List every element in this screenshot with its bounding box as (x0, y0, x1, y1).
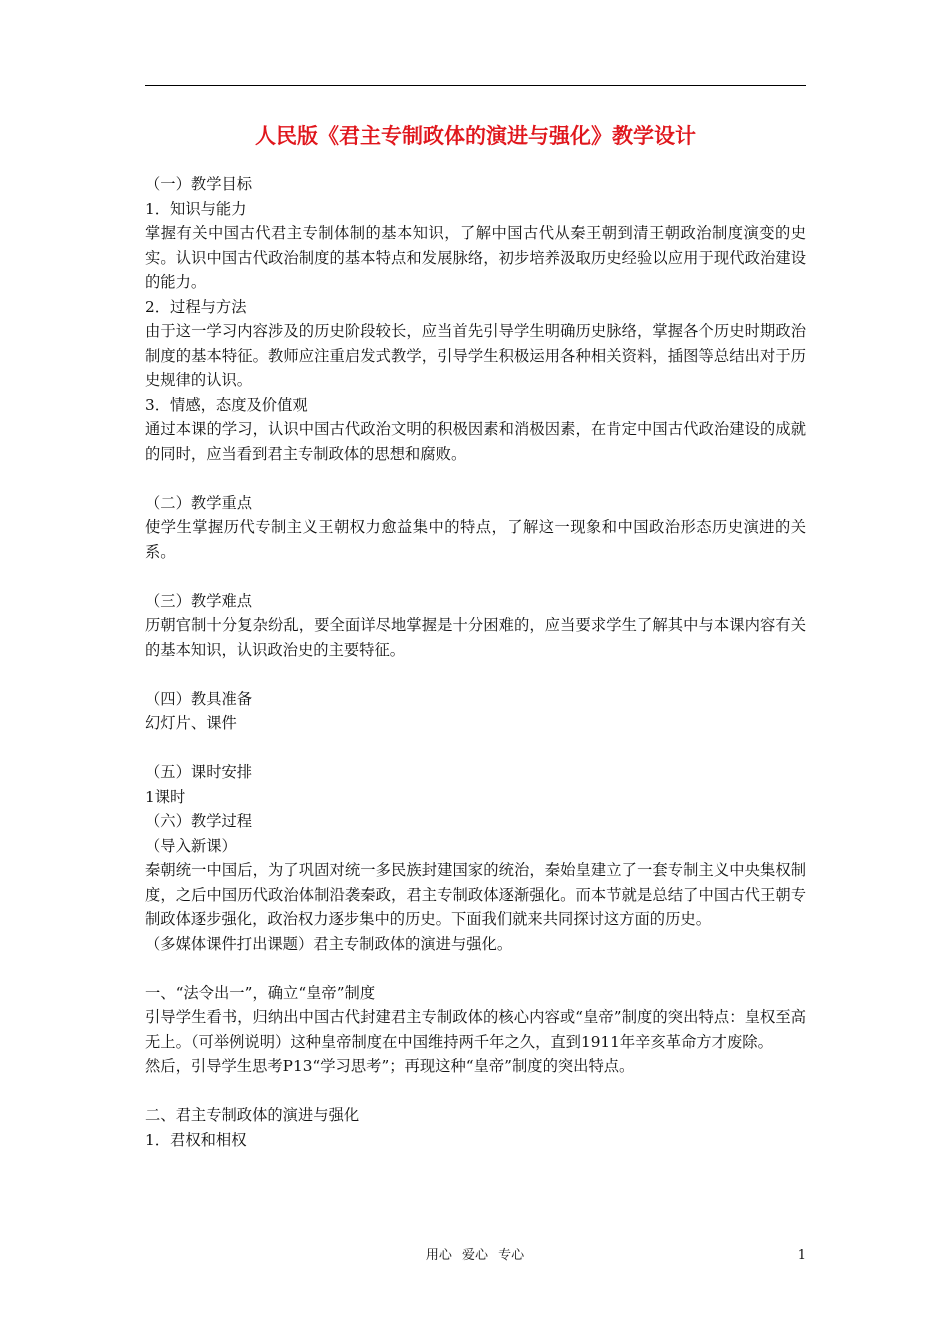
part-heading-evolution: 二、君主专制政体的演进与强化 (145, 1106, 360, 1124)
footer-slogan: 用心 爱心 专心 (425, 1248, 525, 1263)
subheading-knowledge: 1．知识与能力 (145, 199, 247, 218)
subheading-process: 2．过程与方法 (145, 297, 247, 316)
paragraph-materials: 幻灯片、课件 (145, 714, 237, 732)
paragraph-emperor-system-followup: 然后，引导学生思考P13“学习思考”；再现这种“皇帝”制度的突出特点。 (145, 1057, 635, 1075)
document-body (145, 172, 806, 1152)
header-rule (145, 85, 806, 86)
section-heading-materials: （四）教具准备 (145, 689, 253, 708)
section-heading-difficulties: （三）教学难点 (145, 591, 253, 610)
section-heading-process: （六）教学过程 (145, 812, 253, 830)
paragraph-process: 由于这一学习内容涉及的历史阶段较长，应当首先引导学生明确历史脉络，掌握各个历史时期政治制度的基本特征。教师应注重启发式教学，引导学生积极运用各种相关资料，插图等总结出对于历史规律的认识。 (145, 322, 806, 389)
subheading-introduction: （导入新课） (145, 836, 237, 855)
blank-line (145, 662, 806, 687)
subheading-emotion: 3．情感，态度及价值观 (145, 395, 308, 414)
blank-line (145, 956, 806, 981)
paragraph-knowledge: 掌握有关中国古代君主专制体制的基本知识，了解中国古代从秦王朝到清王朝政治制度演变的史实。认识中国古代政治制度的基本特点和发展脉络，初步培养汲取历史经验以应用于现代政治建设的能力。 (145, 224, 806, 291)
paragraph-emotion: 通过本课的学习，认识中国古代政治文明的积极因素和消极因素，在肯定中国古代政治建设的成就的同时，应当看到君主专制政体的思想和腐败。 (145, 420, 806, 463)
page-number: 1 (797, 1248, 806, 1263)
blank-line (145, 1079, 806, 1104)
blank-line (145, 466, 806, 491)
paragraph-schedule: 1课时 (145, 787, 186, 806)
paragraph-emperor-system: 引导学生看书，归纳出中国古代封建君主专制政体的核心内容或“皇帝”制度的突出特点：皇权至高无上。（可举例说明）这种皇帝制度在中国维持两千年之久，直到1911年辛亥革命方才废除。 (145, 1008, 806, 1051)
subheading-monarch-chancellor: 1．君权和相权 (145, 1130, 247, 1149)
paragraph-introduction-note: （多媒体课件打出课题）君主专制政体的演进与强化。 (145, 934, 513, 953)
blank-line (145, 564, 806, 589)
paragraph-difficulties: 历朝官制十分复杂纷乱，要全面详尽地掌握是十分困难的，应当要求学生了解其中与本课内容有关的基本知识，认识政治史的主要特征。 (145, 616, 806, 659)
paragraph-introduction: 秦朝统一中国后，为了巩固对统一多民族封建国家的统治，秦始皇建立了一套专制主义中央集权制度，之后中国历代政治体制沿袭秦政，君主专制政体逐渐强化。而本节就是总结了中国古代王朝专制政体逐步强化，政治权力逐步集中的历史。下面我们就来共同探讨这方面的历史。 (145, 861, 806, 928)
blank-line (145, 736, 806, 761)
part-heading-emperor-system: 一、“法令出一”，确立“皇帝”制度 (145, 983, 376, 1002)
section-heading-objectives: （一）教学目标 (145, 175, 253, 193)
paragraph-keypoints: 使学生掌握历代专制主义王朝权力愈益集中的特点，了解这一现象和中国政治形态历史演进的关系。 (145, 518, 806, 561)
document-title: 人民版《君主专制政体的演进与强化》教学设计 (255, 124, 696, 148)
section-heading-schedule: （五）课时安排 (145, 763, 253, 781)
section-heading-keypoints: （二）教学重点 (145, 493, 253, 512)
